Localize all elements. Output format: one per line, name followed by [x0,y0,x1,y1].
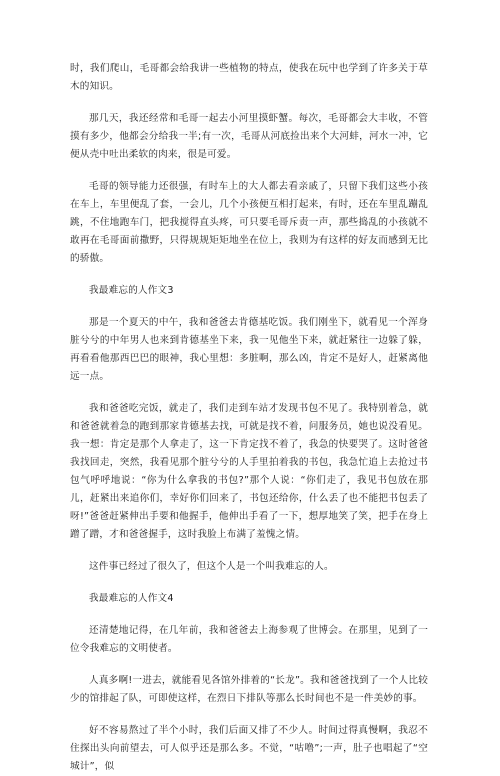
paragraph-9: 好不容易熬过了半个小时，我们后面又排了不少人。时间过得真慢啊，我忍不住探出头向前望去，可人似乎还是那么多。不觉，“咕噜”;一声，肚子也唱起了“空城计”，似 [70,725,428,772]
paragraph-5: 我和爸爸吃完饭，就走了，我们走到车站才发现书包不见了。我特别着急，就和爸爸就着急的跑到那家肯德基去找，可就是找不着，问服务员，她也说没看见。我一想：肯定是那个人拿走了，这一下肯定找不着了，我急的快要哭了。这时爸爸我找回走，突然，我看见那个脏兮兮的人手里拍着我的书包，我急忙追上去抢过书包气呼呼地说：“你为什么拿我的书包?”那个人说：“你们走了，我见书包放在那儿，赶紧出来追你们，幸好你们回来了，书包还给你，什么丢了也不能把书包丢了呀!”爸爸赶紧伸出手要和他握手，他伸出手看了一下，想厚地笑了笑，把手在身上蹭了蹭，才和爸爸握手，这时我脸上布满了羞愧之情。 [70,403,428,540]
section-heading-3: 我最难忘的人作文3 [89,285,174,296]
paragraph-8: 人真多啊!一进去，就能看见各馆外排着的“长龙”。我和爸爸找到了一个人比较少的馆排起了队，可即使这样，在烈日下排队等那么长时间也不是一件美妙的事。 [70,675,428,704]
paragraph-1: 时，我们爬山，毛哥都会给我讲一些植物的特点，使我在玩中也学到了许多关于草木的知识。 [70,63,428,92]
paragraph-2: 那几天，我还经常和毛哥一起去小河里摸虾蟹。每次，毛哥都会大丰收，不管摸有多少，他都会分给我一半;有一次，毛哥从河底捡出来个大河蚌，河水一冲，它便从壳中吐出柔软的肉来，很是可爱。 [70,113,428,160]
paragraph-7: 还清楚地记得，在几年前，我和爸爸去上海参观了世博会。在那里，见到了一位令我难忘的文明使者。 [70,625,428,654]
paragraph-6: 这件事已经过了很久了，但这个人是一个叫我难忘的人。 [89,561,334,572]
paragraph-4: 那是一个夏天的中午，我和爸爸去肯德基吃饭。我们刚坐下，就看见一个浑身脏兮兮的中年男人也来到肯德基坐下来，我一见他坐下来，就赶紧往一边躲了躲，再看看他那西巴巴的眼神，我心里想：多脏啊，那么凶，肯定不是好人，赶紧离他远一点。 [70,317,428,382]
paragraph-3: 毛哥的领导能力还很强，有时车上的大人都去看亲戚了，只留下我们这些小孩在车上，车里便乱了套，一会儿，几个小孩便互相打起来，有时，还在车里乱蹦乱跳，不住地跑车门，把我搅得直头疼，可只要毛哥斥责一声，那些捣乱的小孩就不敢再在毛哥面前撒野，只得规规矩矩地坐在位上，我则为有这样的好友而感到无比的骄傲。 [70,181,428,264]
section-heading-4: 我最难忘的人作文4 [89,593,174,604]
